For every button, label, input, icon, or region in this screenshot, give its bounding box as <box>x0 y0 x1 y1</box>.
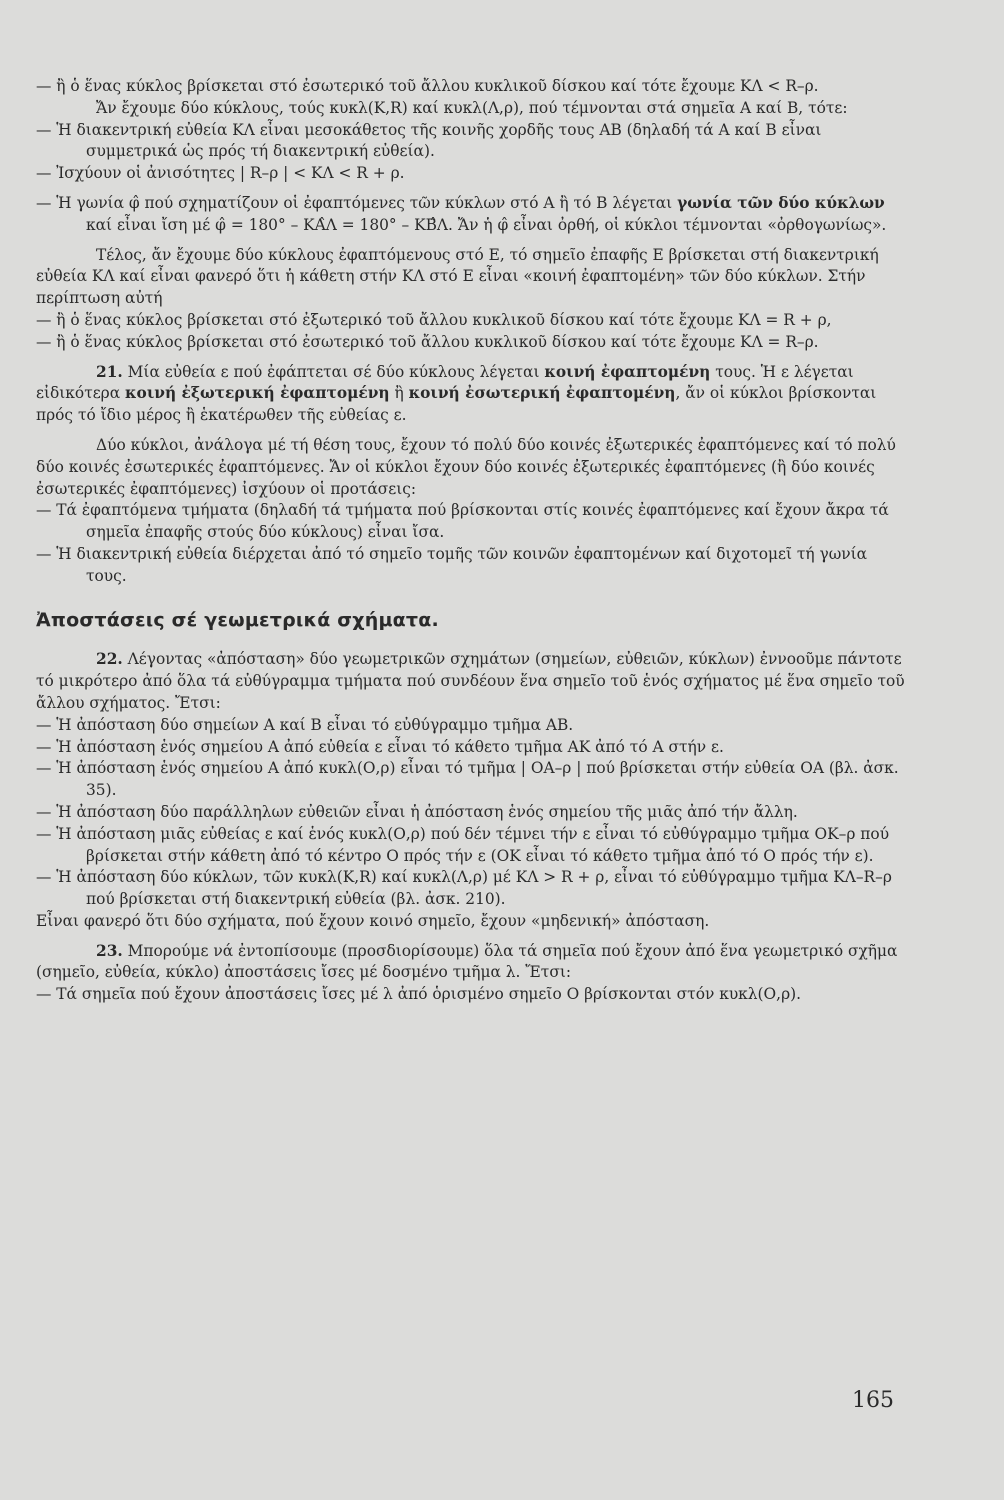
paragraph: 23. Μπορούμε νά ἐντοπίσουμε (προσδιορίσουμε) ὅλα τά σημεῖα πού ἔχουν ἀπό ἕνα γεωμετρικό σχῆμα (σημεῖο, εὐθεία, κύκλο) ἀποστάσεις ἴσες μέ δοσμένο τμῆμα λ. Ἔτσι: <box>36 941 898 982</box>
paragraph: — Ἡ διακεντρική εὐθεία διέρχεται ἀπό τό σημεῖο τομῆς τῶν κοινῶν ἐφαπτομένων καί διχοτομεῖ τή γωνία τους. <box>36 544 868 585</box>
paragraph: Τέλος, ἄν ἔχουμε δύο κύκλους ἐφαπτόμενους στό Ε, τό σημεῖο ἐπαφῆς Ε βρίσκεται στή διακεντρική εὐθεία ΚΛ καί εἶναι φανερό ὅτι ἡ κάθετη στήν ΚΛ στό Ε εἶναι «κοινή ἐφαπτομένη» τῶν δύο κύκλων. Στήν περίπτωση αὐτή <box>36 245 879 308</box>
paragraph: 22. Λέγοντας «ἀπόσταση» δύο γεωμετρικῶν σχημάτων (σημείων, εὐθειῶν, κύκλων) ἐννοοῦμε πάντοτε τό μικρότερο ἀπό ὅλα τά εὐθύγραμμα τμήματα πού συνδέουν ἕνα σημεῖο τοῦ ἑνός σχήματος μέ ἕνα σημεῖο τοῦ ἄλλου σχήματος. Ἔτσι: <box>36 650 905 712</box>
paragraph: Εἶναι φανερό ὅτι δύο σχήματα, πού ἔχουν κοινό σημεῖο, ἔχουν «μηδενική» ἀπόσταση. <box>36 911 710 930</box>
paragraph: — Τά σημεῖα πού ἔχουν ἀποστάσεις ἴσες μέ λ ἀπό ὁρισμένο σημεῖο Ο βρίσκονται στόν κυκλ(Ο,ρ). <box>36 985 802 1004</box>
paragraph: — ἢ ὁ ἕνας κύκλος βρίσκεται στό ἐσωτερικό τοῦ ἄλλου κυκλικοῦ δίσκου καί τότε ἔχουμε ΚΛ = R–ρ. <box>36 332 819 351</box>
paragraph: — Ἡ διακεντρική εὐθεία ΚΛ εἶναι μεσοκάθετος τῆς κοινῆς χορδῆς τους ΑΒ (δηλαδή τά Α καί Β εἶναι συμμετρικά ὡς πρός τή διακεντρική εὐθεία). <box>36 120 822 161</box>
paragraph: — Ἡ ἀπόσταση δύο παράλληλων εὐθειῶν εἶναι ἡ ἀπόσταση ἑνός σημείου τῆς μιᾶς ἀπό τήν ἄλλη. <box>36 802 798 821</box>
paragraph: — Ἡ ἀπόσταση δύο κύκλων, τῶν κυκλ(Κ,R) καί κυκλ(Λ,ρ) μέ ΚΛ > R + ρ, εἶναι τό εὐθύγραμμο τμῆμα ΚΛ–R–ρ πού βρίσκεται στή διακεντρική εὐθεία (βλ. ἀσκ. 210). <box>36 868 892 909</box>
paragraph: — Τά ἐφαπτόμενα τμήματα (δηλαδή τά τμήματα πού βρίσκονται στίς κοινές ἐφαπτόμενες καί ἔχουν ἄκρα τά σημεῖα ἐπαφῆς στούς δύο κύκλους) εἶναι ἴσα. <box>36 501 889 542</box>
paragraph: — Ἡ ἀπόσταση ἑνός σημείου Α ἀπό κυκλ(Ο,ρ) εἶναι τό τμῆμα | ΟΑ–ρ | πού βρίσκεται στήν εὐθεία ΟΑ (βλ. ἀσκ. 35). <box>36 759 899 800</box>
paragraph: — ἢ ὁ ἕνας κύκλος βρίσκεται στό ἐσωτερικό τοῦ ἄλλου κυκλικοῦ δίσκου καί τότε ἔχουμε ΚΛ < R–ρ. <box>36 77 819 95</box>
paragraph: — Ἡ ἀπόσταση δύο σημείων Α καί Β εἶναι τό εὐθύγραμμο τμῆμα ΑΒ. <box>36 715 574 734</box>
paragraph: — Ἡ ἀπόσταση ἑνός σημείου Α ἀπό εὐθεία ε εἶναι τό κάθετο τμῆμα ΑΚ ἀπό τό Α στήν ε. <box>36 737 724 756</box>
paragraph: — Ἰσχύουν οἱ ἀνισότητες | R–ρ | < ΚΛ < R + ρ. <box>36 164 405 183</box>
paragraph: 21. Μία εὐθεία ε πού ἐφάπτεται σέ δύο κύκλους λέγεται κοινή ἐφαπτομένη τους. Ἡ ε λέγεται εἰδικότερα κοινή ἐξωτερική ἐφαπτομένη ἢ κοινή ἐσωτερική ἐφαπτομένη, ἄν οἱ κύκλοι βρίσκονται πρός τό ἴδιο μέρος ἢ ἑκατέρωθεν τῆς εὐθείας ε. <box>36 362 877 425</box>
paragraph: — Ἡ ἀπόσταση μιᾶς εὐθείας ε καί ἑνός κυκλ(Ο,ρ) πού δέν τέμνει τήν ε εἶναι τό εὐθύγραμμο τμῆμα ΟΚ–ρ πού βρίσκεται στήν κάθετη ἀπό τό κέντρο Ο πρός τήν ε (ΟΚ εἶναι τό κάθετο τμῆμα ἀπό τό Ο πρός τήν ε). <box>36 824 890 865</box>
paragraph: Δύο κύκλοι, ἀνάλογα μέ τή θέση τους, ἔχουν τό πολύ δύο κοινές ἐξωτερικές ἐφαπτόμενες καί τό πολύ δύο κοινές ἐσωτερικές ἐφαπτόμενες. Ἄν οἱ κύκλοι ἔχουν δύο κοινές ἐξωτερικές ἐφαπτόμενες (ἢ δύο κοινές ἐσωτερικές ἐφαπτόμενες) ἰσχύουν οἱ προτάσεις: <box>36 435 896 498</box>
paragraph: Ἄν ἔχουμε δύο κύκλους, τούς κυκλ(Κ,R) καί κυκλ(Λ,ρ), πού τέμνονται στά σημεῖα Α καί Β, τότε: <box>96 98 848 117</box>
paragraph: — Ἡ γωνία φ̂ πού σχηματίζουν οἱ ἐφαπτόμενες τῶν κύκλων στό Α ἢ τό Β λέγεται γωνία τῶν δύο κύκλων καί εἶναι ἴση μέ φ̂ = 180° – ΚΑ̂Λ = 180° – ΚΒ̂Λ. Ἄν ἡ φ̂ εἶναι ὀρθή, οἱ κύκλοι τέμνονται «ὀρθογωνίως». <box>36 193 887 234</box>
page-body-text <box>36 76 908 1006</box>
paragraph: — ἢ ὁ ἕνας κύκλος βρίσκεται στό ἐξωτερικό τοῦ ἄλλου κυκλικοῦ δίσκου καί τότε ἔχουμε ΚΛ = R + ρ, <box>36 310 832 329</box>
page-number: 165 <box>852 1388 894 1413</box>
section-heading: Ἀποστάσεις σέ γεωμετρικά σχήματα. <box>36 608 439 631</box>
